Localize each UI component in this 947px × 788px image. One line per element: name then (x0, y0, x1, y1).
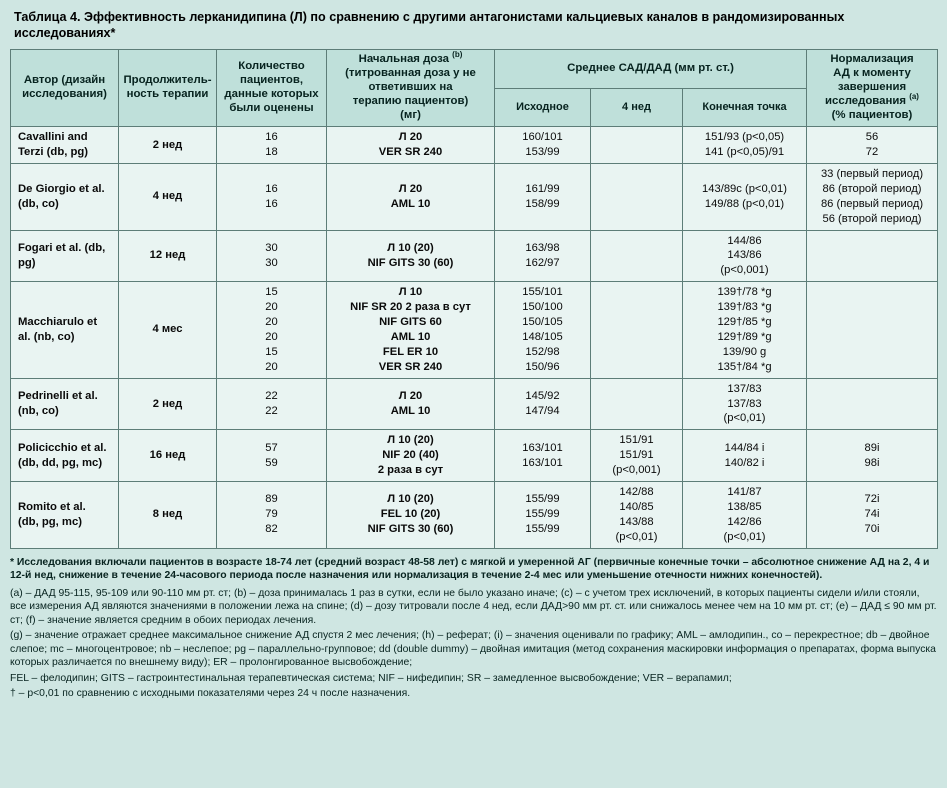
cell-normalization (807, 378, 938, 430)
cell-dose: Л 10 (20) FEL 10 (20) NIF GITS 30 (60) (327, 481, 495, 548)
cell-duration: 12 нед (119, 230, 217, 282)
cell-author: De Giorgio et al. (db, co) (11, 164, 119, 231)
cell-dose: Л 20 AML 10 (327, 164, 495, 231)
cell-endpoint: 139†/78 *g 139†/83 *g 129†/85 *g 129†/89 *g 139/90 g 135†/84 *g (683, 282, 807, 378)
table-footnotes (10, 556, 937, 701)
table-row (11, 127, 938, 164)
cell-week4 (591, 378, 683, 430)
cell-author: Macchiarulo et al. (nb, co) (11, 282, 119, 378)
cell-dose: Л 10 (20) NIF GITS 30 (60) (327, 230, 495, 282)
footnote-line-2: (g) – значение отражает среднее максимальное снижение АД спустя 2 мес лечения; (h) – реферат; (i) – значения оценивали по графику; AML – амлодипин., со – перекрестное; db – двойное слепое; mc – многоцентровое; nb – неслепое; pg – параллельно-групповое; dd (double dummy) – двойная имитация (метод сохранения маскировки информация о препаратах, форма выпуска которых различается по внешнему виду); ER – пролонгированное высвобождение; (10, 630, 936, 669)
cell-dose: Л 20 AML 10 (327, 378, 495, 430)
cell-patients: 16 16 (217, 164, 327, 231)
cell-week4 (591, 230, 683, 282)
cell-duration: 4 нед (119, 164, 217, 231)
col-week4: 4 нед (591, 89, 683, 127)
cell-baseline: 155/101 150/100 150/105 148/105 152/98 150/96 (495, 282, 591, 378)
cell-endpoint: 144/84 i 140/82 i (683, 430, 807, 482)
cell-normalization (807, 230, 938, 282)
footnote-line-4: † – p<0,01 по сравнению с исходными показателями через 24 ч после назначения. (10, 688, 411, 700)
col-normalization: Нормализация АД к моменту завершения исследования $^{(а)}$ (% пациентов) (807, 50, 938, 127)
cell-baseline: 163/101 163/101 (495, 430, 591, 482)
cell-endpoint: 144/86 143/86 (p<0,001) (683, 230, 807, 282)
cell-patients: 89 79 82 (217, 481, 327, 548)
table-row (11, 282, 938, 378)
cell-week4 (591, 282, 683, 378)
col-dose: Начальная доза $^{(b)}$ (титрованная доза у не ответивших на терапию пациентов) (мг) (327, 50, 495, 127)
cell-week4 (591, 164, 683, 231)
cell-author: Fogari et al. (db, pg) (11, 230, 119, 282)
cell-baseline: 145/92 147/94 (495, 378, 591, 430)
cell-normalization: 72i 74i 70i (807, 481, 938, 548)
table-body (11, 127, 938, 549)
cell-normalization (807, 282, 938, 378)
cell-patients: 57 59 (217, 430, 327, 482)
table-row (11, 430, 938, 482)
col-author: Автор (дизайн исследования) (11, 50, 119, 127)
cell-baseline: 163/98 162/97 (495, 230, 591, 282)
col-mean-bp-group: Среднее САД/ДАД (мм рт. ст.) (495, 50, 807, 89)
footnote-line-1: (a) – ДАД 95-115, 95-109 или 90-110 мм рт. ст; (b) – доза принималась 1 раз в сутки, если не было указано иначе; (c) – с учетом трех исключений, в которых пациенты сидели и/или стояли, все измерения АД являются значениями в положении лежа на спине; (d) – дозу титровали после 4 нед, если ДАД>90 мм рт. ст. или снижалось менее чем на 10 мм рт. ст; (e) – ДАД ≤ 90 мм рт. ст; (f) – значение является средним в обоих периодах лечения. (10, 587, 937, 626)
cell-author: Romito et al. (db, pg, mc) (11, 481, 119, 548)
cell-dose: Л 20 VER SR 240 (327, 127, 495, 164)
cell-week4: 142/88 140/85 143/88 (p<0,01) (591, 481, 683, 548)
col-patients: Количество пациентов, данные которых были оценены (217, 50, 327, 127)
cell-endpoint: 151/93 (p<0,05) 141 (p<0,05)/91 (683, 127, 807, 164)
cell-duration: 8 нед (119, 481, 217, 548)
cell-author: Cavallini and Terzi (db, pg) (11, 127, 119, 164)
cell-week4 (591, 127, 683, 164)
cell-baseline: 161/99 158/99 (495, 164, 591, 231)
col-baseline: Исходное (495, 89, 591, 127)
cell-duration: 4 мес (119, 282, 217, 378)
cell-patients: 22 22 (217, 378, 327, 430)
cell-week4: 151/91 151/91 (p<0,001) (591, 430, 683, 482)
cell-author: Pedrinelli et al. (nb, co) (11, 378, 119, 430)
cell-author: Policicchio et al. (db, dd, pg, mc) (11, 430, 119, 482)
page-title: Таблица 4. Эффективность лерканидипина (Л) по сравнению с другими антагонистами кальциевых каналов в рандомизированных исследованиях* (14, 10, 845, 40)
table-row (11, 481, 938, 548)
footnote-line-3: FEL – фелодипин; GITS – гастроинтестинальная терапевтическая система; NIF – нифедипин; SR – замедленное высвобождение; VER – верапамил; (10, 672, 732, 684)
col-endpoint: Конечная точка (683, 89, 807, 127)
table-row (11, 378, 938, 430)
cell-endpoint: 143/89c (p<0,01) 149/88 (p<0,01) (683, 164, 807, 231)
cell-dose: Л 10 NIF SR 20 2 раза в сут NIF GITS 60 AML 10 FEL ER 10 VER SR 240 (327, 282, 495, 378)
cell-endpoint: 141/87 138/85 142/86 (p<0,01) (683, 481, 807, 548)
cell-patients: 15 20 20 20 15 20 (217, 282, 327, 378)
cell-endpoint: 137/83 137/83 (p<0,01) (683, 378, 807, 430)
cell-duration: 16 нед (119, 430, 217, 482)
footnote-asterisk: * Исследования включали пациентов в возрасте 18-74 лет (средний возраст 48-58 лет) с мягкой и умеренной АГ (первичные конечные точки – абсолютное снижение АД на 2, 4 и 12-й нед, снижение в течение 24-часового периода после назначения или нормализация в течение 2-4 мес или уменьшение отечности нижних конечностей). (10, 556, 930, 582)
cell-duration: 2 нед (119, 127, 217, 164)
efficacy-table (10, 49, 938, 548)
cell-patients: 30 30 (217, 230, 327, 282)
col-duration: Продолжитель-ность терапии (119, 50, 217, 127)
cell-baseline: 160/101 153/99 (495, 127, 591, 164)
cell-baseline: 155/99 155/99 155/99 (495, 481, 591, 548)
cell-normalization: 56 72 (807, 127, 938, 164)
cell-duration: 2 нед (119, 378, 217, 430)
table-row (11, 230, 938, 282)
cell-dose: Л 10 (20) NIF 20 (40) 2 раза в сут (327, 430, 495, 482)
cell-patients: 16 18 (217, 127, 327, 164)
cell-normalization: 89i 98i (807, 430, 938, 482)
cell-normalization: 33 (первый период) 86 (второй период) 86 (первый период) 56 (второй период) (807, 164, 938, 231)
table-row (11, 164, 938, 231)
table-header (11, 50, 938, 127)
